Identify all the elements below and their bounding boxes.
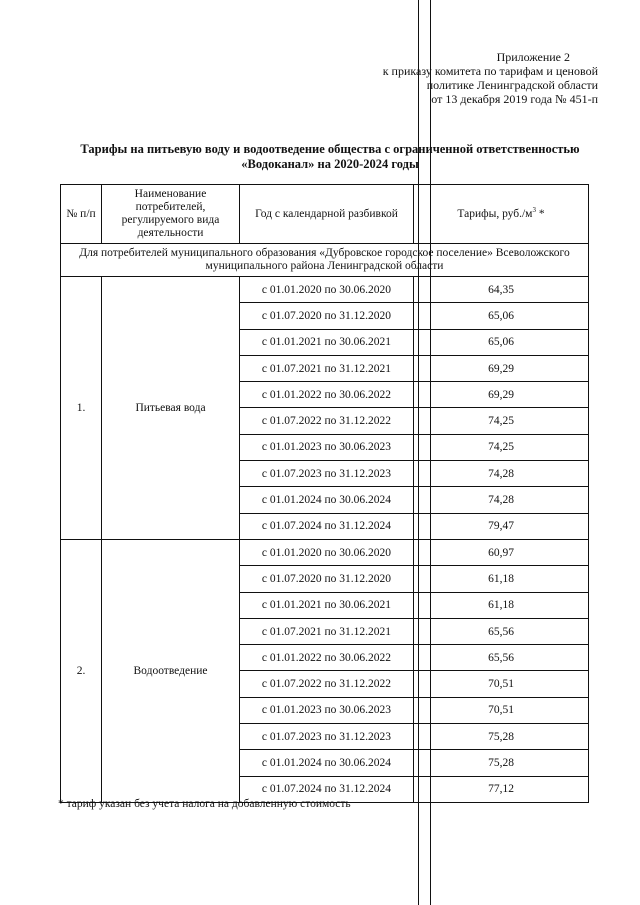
header-consumer: Наименование потребителей, регулируемого вида деятельности <box>102 185 240 244</box>
tariff-cell: 64,35 <box>414 277 589 303</box>
header-tariff-superscript: 3 <box>532 205 536 214</box>
tariff-cell: 79,47 <box>414 513 589 539</box>
period-cell: с 01.07.2022 по 31.12.2022 <box>240 408 414 434</box>
period-cell: с 01.01.2024 по 30.06.2024 <box>240 750 414 776</box>
header-tariff-label: Тарифы, руб./м <box>457 207 533 220</box>
group-row <box>61 244 589 277</box>
tariff-cell: 74,28 <box>414 487 589 513</box>
period-cell: с 01.01.2023 по 30.06.2023 <box>240 697 414 723</box>
appendix-line-1: к приказу комитета по тарифам и ценовой <box>382 64 598 78</box>
period-cell: с 01.01.2022 по 30.06.2022 <box>240 645 414 671</box>
tariff-cell: 65,56 <box>414 645 589 671</box>
period-cell: с 01.01.2020 по 30.06.2020 <box>240 277 414 303</box>
appendix-line-2: политике Ленинградской области <box>426 78 598 92</box>
table-body <box>61 244 589 803</box>
appendix-line-3: от 13 декабря 2019 года № 451-п <box>431 92 598 106</box>
period-cell: с 01.01.2022 по 30.06.2022 <box>240 382 414 408</box>
tariff-cell: 69,29 <box>414 355 589 381</box>
period-cell: с 01.07.2023 по 31.12.2023 <box>240 461 414 487</box>
tariff-cell: 61,18 <box>414 592 589 618</box>
period-cell: с 01.01.2021 по 30.06.2021 <box>240 592 414 618</box>
period-cell: с 01.01.2021 по 30.06.2021 <box>240 329 414 355</box>
tariff-cell: 61,18 <box>414 566 589 592</box>
appendix-header <box>298 50 598 106</box>
section-name: Питьевая вода <box>102 277 240 540</box>
period-cell: с 01.07.2020 по 31.12.2020 <box>240 303 414 329</box>
tariff-cell: 74,25 <box>414 408 589 434</box>
tariff-cell: 60,97 <box>414 539 589 565</box>
period-cell: с 01.07.2021 по 31.12.2021 <box>240 618 414 644</box>
header-tariff-mark: * <box>535 207 545 220</box>
tariff-cell: 69,29 <box>414 382 589 408</box>
period-cell: с 01.07.2022 по 31.12.2022 <box>240 671 414 697</box>
title-line-1: Тарифы на питьевую воду и водоотведение общества с ограниченной ответственностью <box>80 142 580 156</box>
appendix-title: Приложение 2 <box>496 50 570 64</box>
period-cell: с 01.01.2024 по 30.06.2024 <box>240 487 414 513</box>
tariff-table <box>60 184 589 803</box>
tariff-cell: 74,25 <box>414 434 589 460</box>
period-cell: с 01.07.2020 по 31.12.2020 <box>240 566 414 592</box>
period-cell: с 01.01.2023 по 30.06.2023 <box>240 434 414 460</box>
tariff-cell: 70,51 <box>414 671 589 697</box>
header-tariff <box>414 185 589 244</box>
tariff-cell: 70,51 <box>414 697 589 723</box>
table-row <box>61 277 589 303</box>
tariff-cell: 65,06 <box>414 303 589 329</box>
period-cell: с 01.07.2021 по 31.12.2021 <box>240 355 414 381</box>
group-label: Для потребителей муниципального образования «Дубровское городское поселение» Всеволожского муниципального района Ленинградской области <box>61 244 589 277</box>
header-num: № п/п <box>61 185 102 244</box>
section-number: 2. <box>61 539 102 802</box>
table-header-row <box>61 185 589 244</box>
section-number: 1. <box>61 277 102 540</box>
period-cell: с 01.07.2024 по 31.12.2024 <box>240 776 414 802</box>
title-line-2: «Водоканал» на 2020-2024 годы <box>241 157 419 171</box>
document-title <box>60 142 600 172</box>
tariff-cell: 65,56 <box>414 618 589 644</box>
tariff-cell: 74,28 <box>414 461 589 487</box>
section-name: Водоотведение <box>102 539 240 802</box>
period-cell: с 01.07.2023 по 31.12.2023 <box>240 724 414 750</box>
footnote: * тариф указан без учета налога на добавленную стоимость <box>58 798 351 810</box>
tariff-cell: 75,28 <box>414 724 589 750</box>
period-cell: с 01.07.2024 по 31.12.2024 <box>240 513 414 539</box>
tariff-cell: 75,28 <box>414 750 589 776</box>
table-row <box>61 539 589 565</box>
tariff-cell: 77,12 <box>414 776 589 802</box>
period-cell: с 01.01.2020 по 30.06.2020 <box>240 539 414 565</box>
header-period: Год с календарной разбивкой <box>240 185 414 244</box>
tariff-cell: 65,06 <box>414 329 589 355</box>
